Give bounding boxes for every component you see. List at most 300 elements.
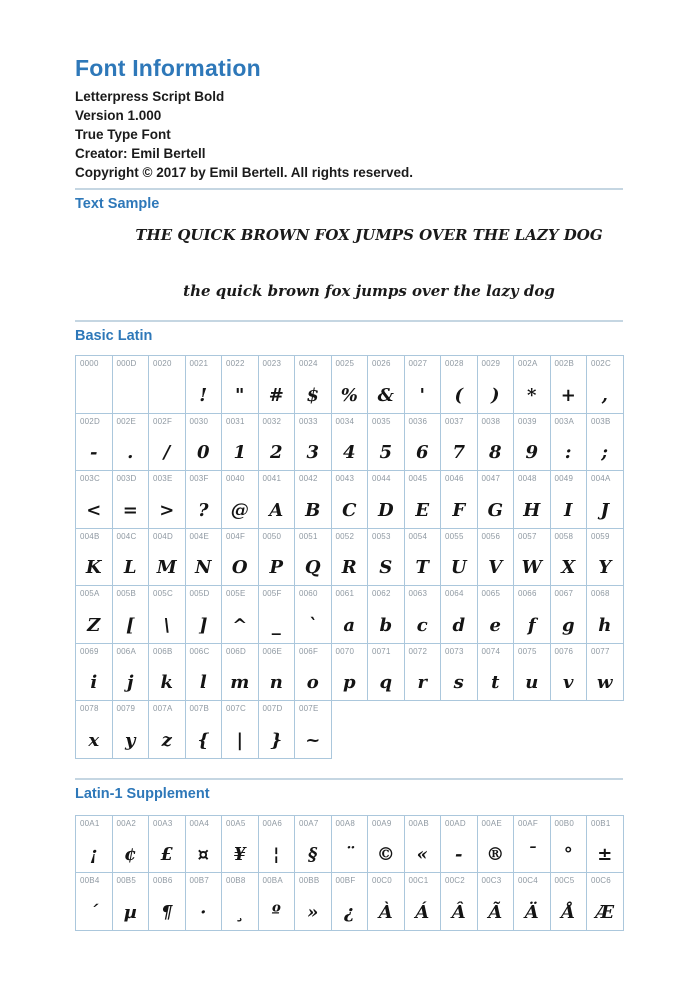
codepoint-label: 00B1 <box>591 818 611 828</box>
glyph-character: ¨ <box>344 844 354 865</box>
section-divider <box>75 778 623 780</box>
codepoint-label: 003E <box>153 474 173 483</box>
glyph-character: o <box>306 672 319 693</box>
glyph-character: « <box>416 844 428 865</box>
glyph-cell <box>148 585 186 644</box>
glyph-character: H <box>523 499 541 521</box>
glyph-character: b <box>379 614 393 636</box>
glyph-cell <box>477 815 515 874</box>
glyph-cell <box>112 815 150 874</box>
glyph-cell <box>586 528 624 587</box>
glyph-character: / <box>163 442 171 463</box>
glyph-character: . <box>127 442 134 463</box>
glyph-character: Å <box>561 901 576 923</box>
glyph-cell <box>331 413 369 472</box>
glyph-character: Y <box>598 557 612 578</box>
section-divider <box>75 188 623 190</box>
codepoint-label: 0035 <box>372 416 391 426</box>
glyph-character: } <box>270 729 283 751</box>
codepoint-label: 0036 <box>408 416 428 426</box>
codepoint-label: 0067 <box>554 589 574 598</box>
glyph-cell <box>513 470 551 529</box>
codepoint-label: 0074 <box>481 646 501 656</box>
glyph-character: 3 <box>306 442 320 463</box>
codepoint-label: 00AD <box>445 818 466 828</box>
glyph-character: # <box>268 384 284 406</box>
glyph-character: < <box>86 499 102 521</box>
glyph-character: i <box>90 672 98 693</box>
codepoint-label: 007B <box>189 704 209 713</box>
codepoint-label: 0062 <box>372 589 391 598</box>
glyph-cell <box>550 470 588 529</box>
glyph-character: C <box>342 499 357 521</box>
glyph-cell <box>367 470 405 529</box>
codepoint-label: 0021 <box>189 359 209 368</box>
glyph-character: G <box>487 499 503 521</box>
glyph-cell <box>258 643 296 702</box>
codepoint-label: 005D <box>189 589 210 598</box>
glyph-character: | <box>236 729 244 751</box>
glyph-character: x <box>88 729 100 751</box>
glyph-cell <box>75 815 113 874</box>
glyph-cell <box>221 355 259 414</box>
glyph-character: ¤ <box>197 844 209 865</box>
glyph-cell <box>75 355 113 414</box>
codepoint-label: 0058 <box>554 531 574 541</box>
codepoint-label: 00AE <box>481 818 502 828</box>
glyph-character: s <box>453 672 464 693</box>
codepoint-label: 007E <box>299 704 319 713</box>
glyph-character: 6 <box>415 442 429 463</box>
glyph-character: A <box>269 499 284 521</box>
glyph-cell <box>112 643 150 702</box>
codepoint-label: 0047 <box>481 474 501 483</box>
glyph-cell <box>148 355 186 414</box>
glyph-character: ° <box>563 844 573 865</box>
glyph-character: 0 <box>196 442 210 463</box>
glyph-cell <box>75 413 113 472</box>
glyph-character: 1 <box>233 442 247 463</box>
codepoint-label: 0079 <box>116 704 136 713</box>
codepoint-label: 0052 <box>335 531 355 541</box>
glyph-cell <box>185 815 223 874</box>
glyph-row <box>75 700 623 759</box>
glyph-character: E <box>415 499 430 521</box>
codepoint-label: 0032 <box>262 416 282 426</box>
codepoint-label: 002D <box>80 416 100 426</box>
codepoint-label: 0076 <box>554 646 574 656</box>
glyph-character: V <box>488 557 503 578</box>
codepoint-label: 004F <box>226 531 246 541</box>
meta-line: Creator: Emil Bertell <box>75 146 206 161</box>
codepoint-label: 002F <box>153 416 173 426</box>
glyph-character: * <box>527 384 537 406</box>
codepoint-label: 002A <box>518 359 538 368</box>
glyph-cell <box>550 413 588 472</box>
glyph-cell <box>294 413 332 472</box>
glyph-cell <box>221 585 259 644</box>
page-title: Font Information <box>75 55 261 81</box>
glyph-cell <box>404 470 442 529</box>
glyph-cell <box>185 643 223 702</box>
glyph-character: ? <box>197 499 209 521</box>
codepoint-label: 00A4 <box>189 818 209 828</box>
glyph-character: S <box>379 557 393 578</box>
glyph-character: P <box>269 557 284 578</box>
codepoint-label: 0061 <box>335 589 355 598</box>
codepoint-label: 0038 <box>481 416 501 426</box>
glyph-cell <box>477 643 515 702</box>
glyph-character: ¯ <box>527 844 537 865</box>
glyph-cell <box>185 470 223 529</box>
glyph-character: ¿ <box>343 901 355 923</box>
glyph-cell <box>221 643 259 702</box>
codepoint-label: 0068 <box>591 589 610 598</box>
glyph-cell <box>440 585 478 644</box>
codepoint-label: 0025 <box>335 359 355 368</box>
glyph-cell <box>294 815 332 874</box>
glyph-cell <box>148 643 186 702</box>
glyph-character: d <box>452 614 466 636</box>
glyph-row <box>75 643 623 702</box>
codepoint-label: 0063 <box>408 589 428 598</box>
glyph-cell <box>75 700 113 759</box>
glyph-character: ^ <box>232 614 248 636</box>
codepoint-label: 0060 <box>299 589 318 598</box>
glyph-cell <box>294 355 332 414</box>
codepoint-label: 004A <box>591 474 611 483</box>
codepoint-label: 002C <box>591 359 611 368</box>
codepoint-label: 0046 <box>445 474 464 483</box>
glyph-cell <box>550 585 588 644</box>
codepoint-label: 0073 <box>445 646 464 656</box>
codepoint-label: 0039 <box>518 416 537 426</box>
glyph-character: w <box>597 672 613 693</box>
codepoint-label: 005B <box>116 589 136 598</box>
glyph-character: º <box>271 901 281 923</box>
codepoint-label: 0027 <box>408 359 428 368</box>
codepoint-label: 00C0 <box>372 876 392 885</box>
codepoint-label: 00B6 <box>153 876 173 885</box>
glyph-cell <box>112 872 150 931</box>
glyph-character: D <box>377 499 394 521</box>
glyph-character: À <box>378 901 393 923</box>
glyph-cell <box>148 872 186 931</box>
codepoint-label: 00A8 <box>335 818 355 828</box>
codepoint-label: 005A <box>80 589 100 598</box>
glyph-cell <box>112 470 150 529</box>
codepoint-label: 00C6 <box>591 876 611 885</box>
glyph-character: B <box>305 499 321 521</box>
glyph-cell <box>148 815 186 874</box>
codepoint-label: 00C1 <box>408 876 429 885</box>
glyph-character: N <box>195 557 212 578</box>
glyph-cell <box>477 872 515 931</box>
codepoint-label: 00C5 <box>554 876 575 885</box>
glyph-character: U <box>450 557 467 578</box>
glyph-cell <box>148 700 186 759</box>
glyph-row <box>75 413 623 472</box>
codepoint-label: 00B0 <box>554 818 574 828</box>
glyph-cell <box>221 872 259 931</box>
glyph-character: µ <box>123 901 137 923</box>
glyph-character: > <box>159 499 175 521</box>
glyph-character: 7 <box>452 442 466 463</box>
glyph-character: ¦ <box>272 844 280 865</box>
codepoint-label: 007D <box>262 704 283 713</box>
glyph-cell <box>258 470 296 529</box>
codepoint-label: 004B <box>80 531 100 541</box>
codepoint-label: 0037 <box>445 416 464 426</box>
codepoint-label: 0045 <box>408 474 428 483</box>
glyph-row <box>75 585 623 644</box>
glyph-character: n <box>269 672 283 693</box>
sample-lowercase: the quick brown fox jumps over the lazy dog <box>183 282 555 300</box>
glyph-row <box>75 872 623 931</box>
glyph-character: ¶ <box>161 901 173 923</box>
glyph-cell <box>112 413 150 472</box>
glyph-character: ± <box>597 844 613 865</box>
glyph-cell <box>148 470 186 529</box>
glyph-character: Â <box>451 901 466 923</box>
glyph-cell <box>258 413 296 472</box>
basic-latin-table <box>75 355 623 759</box>
glyph-cell <box>440 815 478 874</box>
glyph-cell <box>586 470 624 529</box>
glyph-cell <box>221 470 259 529</box>
glyph-cell <box>221 700 259 759</box>
glyph-character: ] <box>198 614 208 636</box>
glyph-cell <box>75 872 113 931</box>
glyph-character: m <box>230 672 250 693</box>
codepoint-label: 0030 <box>189 416 209 426</box>
glyph-cell <box>294 872 332 931</box>
glyph-character: L <box>123 557 137 578</box>
glyph-character: ¢ <box>123 844 137 865</box>
glyph-character: " <box>235 384 245 406</box>
codepoint-label: 005E <box>226 589 246 598</box>
glyph-cell <box>112 700 150 759</box>
glyph-character: ´ <box>89 901 99 923</box>
codepoint-label: 006D <box>226 646 246 656</box>
glyph-character: M <box>156 557 177 578</box>
glyph-cell <box>75 585 113 644</box>
glyph-cell <box>185 528 223 587</box>
codepoint-label: 0053 <box>372 531 391 541</box>
meta-line: True Type Font <box>75 127 171 142</box>
glyph-character: 5 <box>379 442 393 463</box>
meta-line: Version 1.000 <box>75 108 162 123</box>
text-sample-heading: Text Sample <box>75 196 160 212</box>
codepoint-label: 00B7 <box>189 876 209 885</box>
glyph-cell <box>294 528 332 587</box>
codepoint-label: 0041 <box>262 474 282 483</box>
codepoint-label: 0057 <box>518 531 537 541</box>
glyph-cell <box>477 585 515 644</box>
glyph-cell <box>550 643 588 702</box>
codepoint-label: 000D <box>116 359 137 368</box>
glyph-character: 2 <box>269 442 283 463</box>
meta-line: Copyright © 2017 by Emil Bertell. All rights reserved. <box>75 165 414 180</box>
codepoint-label: 0054 <box>408 531 428 541</box>
glyph-cell <box>404 643 442 702</box>
codepoint-label: 0044 <box>372 474 391 483</box>
glyph-character: Ã <box>488 901 503 923</box>
codepoint-label: 005F <box>262 589 282 598</box>
glyph-cell <box>586 815 624 874</box>
glyph-cell <box>221 413 259 472</box>
basic-latin-heading: Basic Latin <box>75 328 153 344</box>
codepoint-label: 00BB <box>299 876 320 885</box>
glyph-cell <box>331 585 369 644</box>
codepoint-label: 003A <box>554 416 574 426</box>
glyph-cell <box>112 528 150 587</box>
glyph-character: O <box>231 557 248 578</box>
codepoint-label: 006E <box>262 646 282 656</box>
glyph-cell <box>112 585 150 644</box>
codepoint-label: 00AF <box>518 818 538 828</box>
glyph-character: , <box>601 384 608 406</box>
codepoint-label: 00C2 <box>445 876 465 885</box>
glyph-character: ( <box>454 384 464 406</box>
glyph-character: ! <box>199 384 208 406</box>
glyph-cell <box>550 355 588 414</box>
glyph-cell <box>550 528 588 587</box>
glyph-character: Æ <box>595 901 615 923</box>
glyph-character: ) <box>490 384 500 406</box>
glyph-cell <box>586 872 624 931</box>
codepoint-label: 0033 <box>299 416 318 426</box>
codepoint-label: 0071 <box>372 646 391 656</box>
codepoint-label: 006C <box>189 646 210 656</box>
glyph-character: Q <box>304 557 321 578</box>
glyph-character: @ <box>230 499 249 521</box>
glyph-character: h <box>598 614 612 636</box>
codepoint-label: 0049 <box>554 474 574 483</box>
glyph-character: F <box>452 499 466 521</box>
glyph-cell <box>331 643 369 702</box>
codepoint-label: 0066 <box>518 589 537 598</box>
glyph-character: + <box>560 384 576 406</box>
glyph-character: © <box>376 844 395 865</box>
glyph-character: q <box>379 672 393 693</box>
glyph-cell <box>550 815 588 874</box>
glyph-row <box>75 528 623 587</box>
codepoint-label: 00B4 <box>80 876 100 885</box>
glyph-cell <box>331 815 369 874</box>
codepoint-label: 005C <box>153 589 173 598</box>
codepoint-label: 0065 <box>481 589 501 598</box>
codepoint-label: 004E <box>189 531 209 541</box>
glyph-cell <box>294 585 332 644</box>
codepoint-label: 0026 <box>372 359 391 368</box>
glyph-character: ' <box>419 384 425 406</box>
glyph-character: [ <box>125 614 135 636</box>
glyph-cell <box>148 413 186 472</box>
page-content <box>75 0 623 930</box>
codepoint-label: 0024 <box>299 359 318 368</box>
codepoint-label: 0050 <box>262 531 282 541</box>
glyph-cell <box>185 585 223 644</box>
glyph-cell <box>148 528 186 587</box>
glyph-cell <box>367 872 405 931</box>
glyph-cell <box>404 815 442 874</box>
glyph-character: e <box>489 614 501 636</box>
glyph-cell <box>221 815 259 874</box>
glyph-cell <box>586 585 624 644</box>
glyph-cell <box>404 872 442 931</box>
glyph-cell <box>513 872 551 931</box>
glyph-character: Z <box>87 614 101 636</box>
glyph-character: p <box>342 672 356 693</box>
section-divider <box>75 320 623 322</box>
glyph-character: - <box>455 844 463 865</box>
glyph-character: R <box>341 557 357 578</box>
glyph-cell <box>440 872 478 931</box>
glyph-character: v <box>563 672 574 693</box>
glyph-cell <box>440 643 478 702</box>
codepoint-label: 0028 <box>445 359 464 368</box>
glyph-cell <box>258 815 296 874</box>
codepoint-label: 00A5 <box>226 818 246 828</box>
glyph-cell <box>185 413 223 472</box>
glyph-cell <box>112 355 150 414</box>
codepoint-label: 0048 <box>518 474 537 483</box>
latin1-supplement-table <box>75 815 623 931</box>
codepoint-label: 0064 <box>445 589 464 598</box>
glyph-cell <box>75 643 113 702</box>
codepoint-label: 0023 <box>262 359 282 368</box>
meta-line: Letterpress Script Bold <box>75 89 225 104</box>
glyph-cell <box>586 643 624 702</box>
codepoint-label: 002E <box>116 416 136 426</box>
glyph-cell <box>221 528 259 587</box>
glyph-character: : <box>564 442 572 463</box>
codepoint-label: 00C3 <box>481 876 502 885</box>
glyph-character: 4 <box>342 442 356 463</box>
sample-uppercase: THE QUICK BROWN FOX JUMPS OVER THE LAZY DOG <box>135 226 603 244</box>
glyph-cell <box>367 413 405 472</box>
codepoint-label: 003C <box>80 474 100 483</box>
glyph-character: ® <box>486 844 505 865</box>
codepoint-label: 006F <box>299 646 319 656</box>
glyph-character: z <box>161 729 172 751</box>
glyph-cell <box>294 643 332 702</box>
glyph-character: Ä <box>524 901 539 923</box>
glyph-cell <box>586 355 624 414</box>
glyph-character: a <box>343 614 356 636</box>
glyph-cell <box>404 413 442 472</box>
glyph-character: t <box>491 672 500 693</box>
glyph-cell <box>258 528 296 587</box>
codepoint-label: 0031 <box>226 416 245 426</box>
codepoint-label: 003F <box>189 474 209 483</box>
glyph-character: = <box>122 499 138 521</box>
codepoint-label: 0072 <box>408 646 428 656</box>
codepoint-label: 0069 <box>80 646 99 656</box>
codepoint-label: 0042 <box>299 474 318 483</box>
glyph-cell <box>331 470 369 529</box>
glyph-row <box>75 815 623 874</box>
font-meta-block <box>75 87 623 182</box>
codepoint-label: 0029 <box>481 359 501 368</box>
codepoint-label: 006A <box>116 646 136 656</box>
glyph-character: 9 <box>525 442 539 463</box>
glyph-cell <box>331 355 369 414</box>
glyph-cell <box>185 872 223 931</box>
codepoint-label: 00AB <box>408 818 429 828</box>
codepoint-label: 004C <box>116 531 137 541</box>
